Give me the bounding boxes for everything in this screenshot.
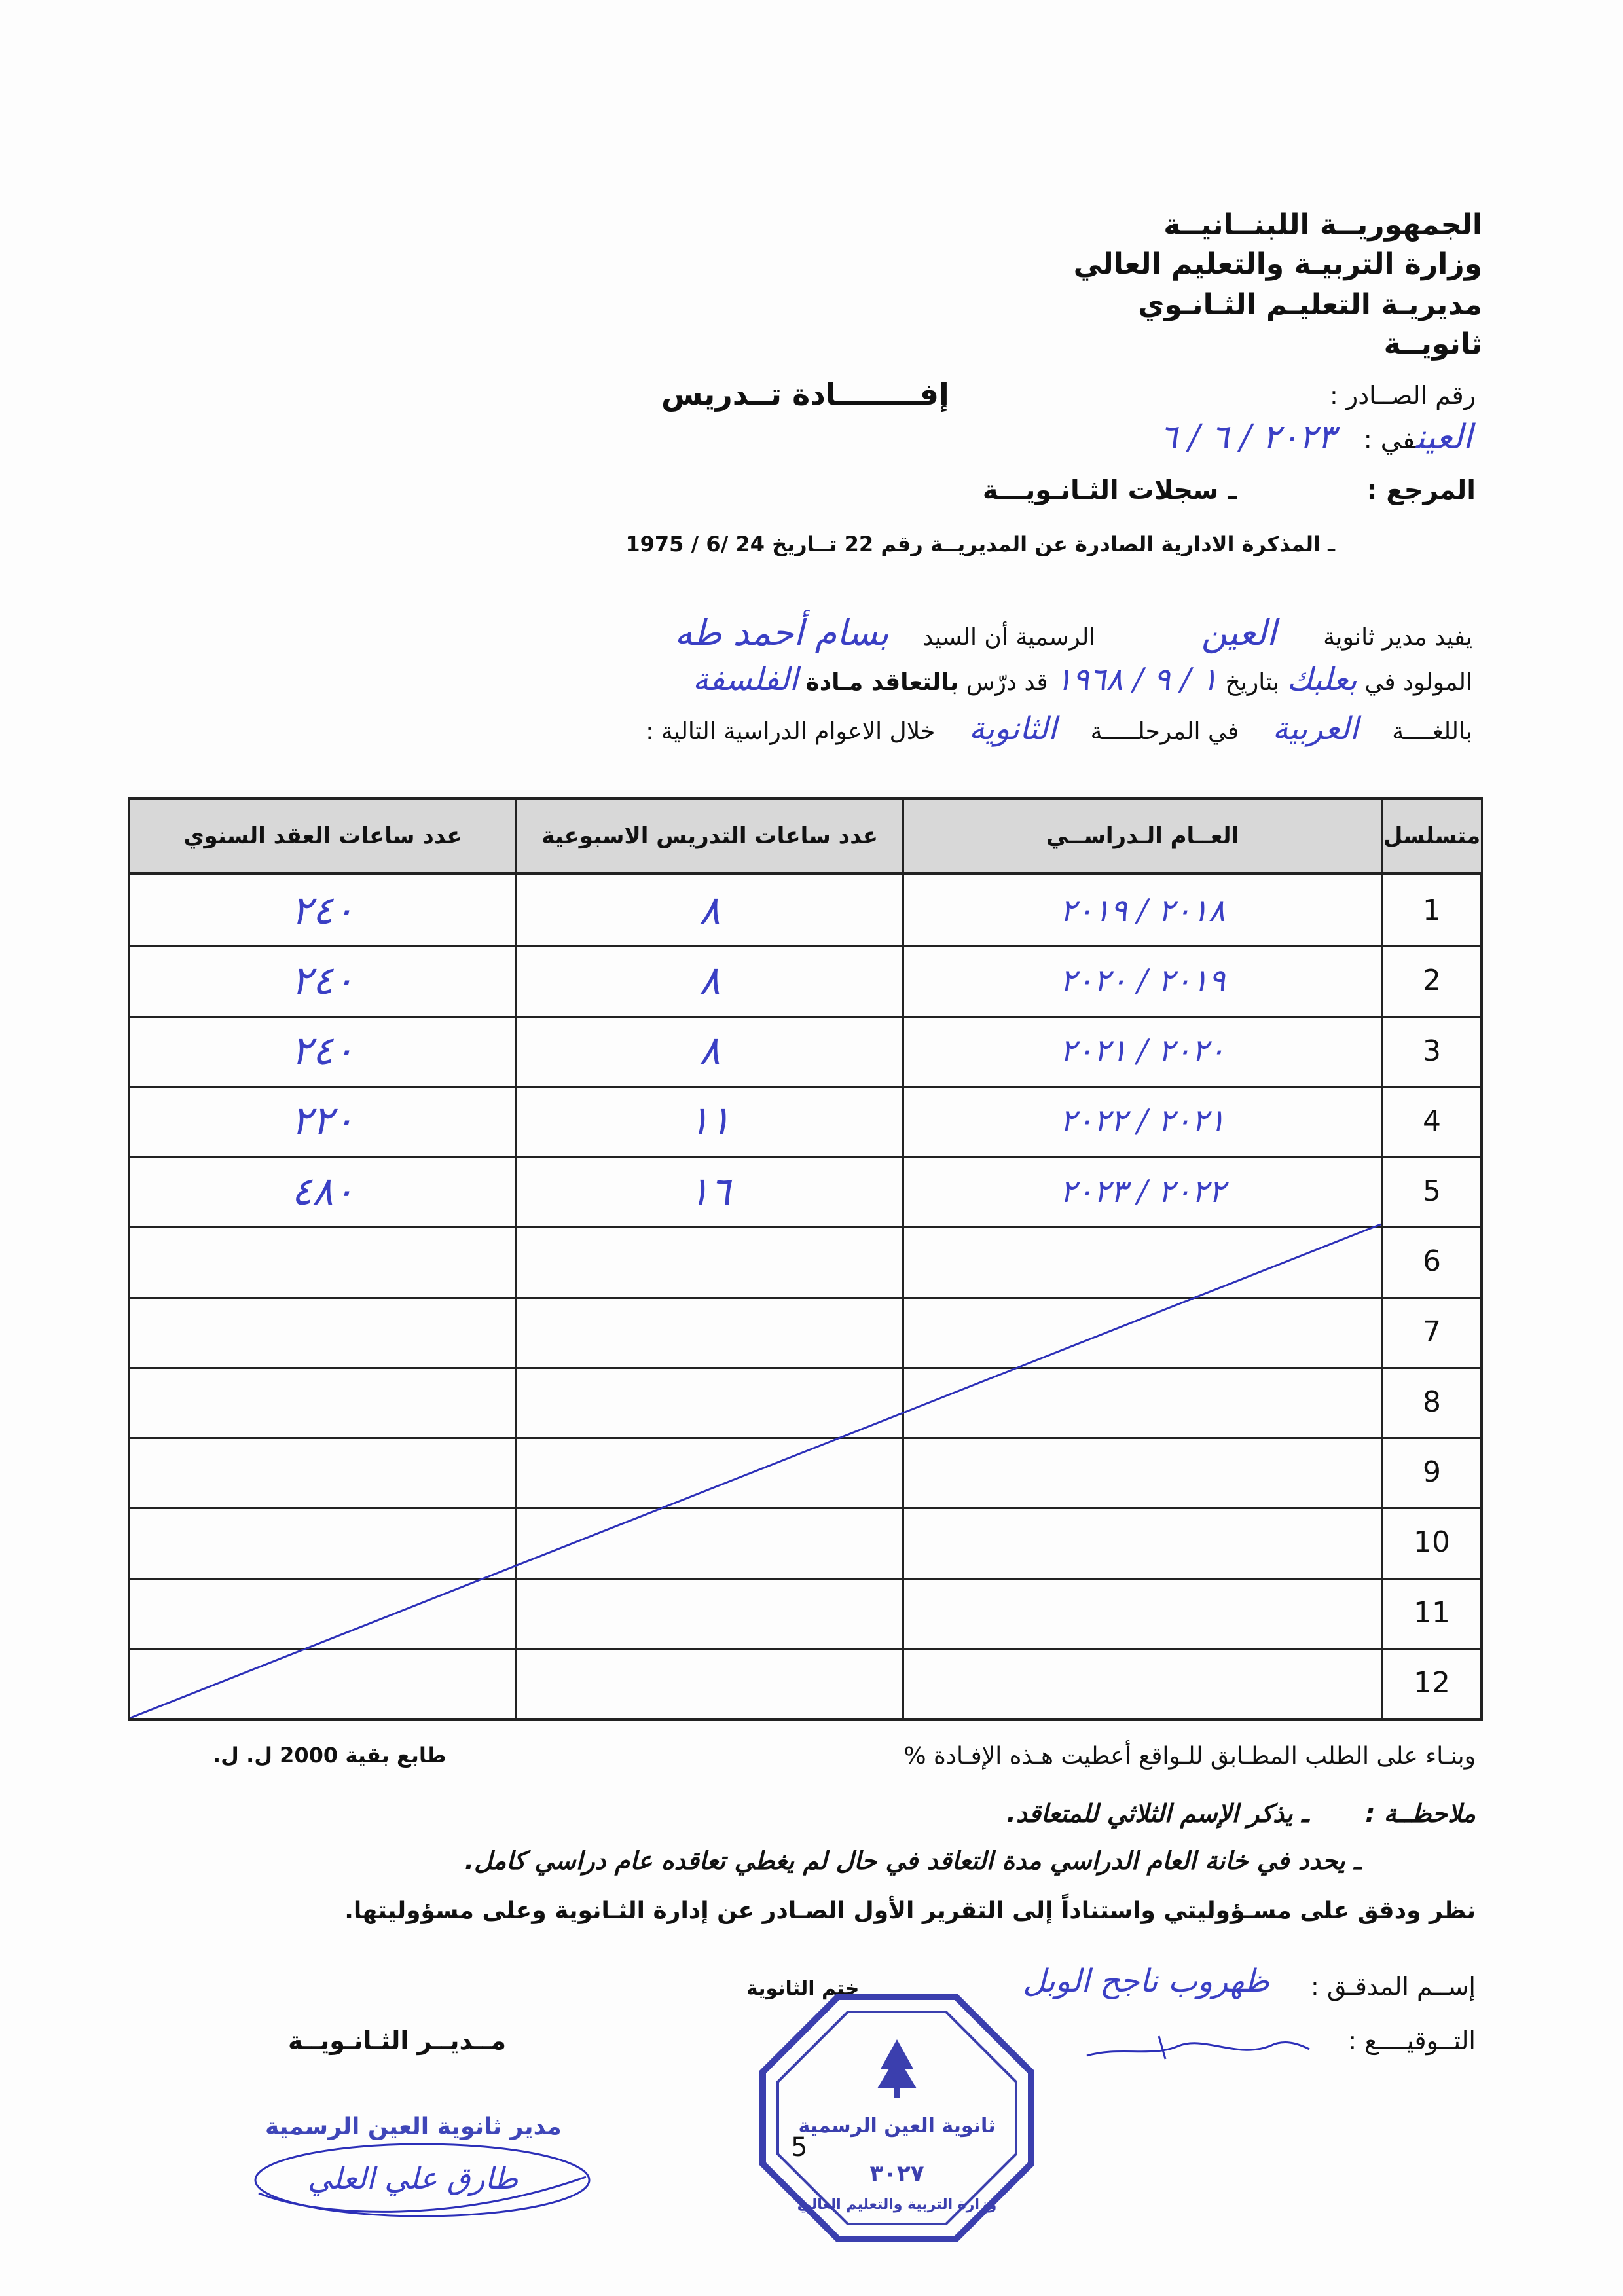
reference-item-2: ـ المذكرة الادارية الصادرة عن المديريــة رقم 22 تــاريخ 24 /6 / 1975 [625,532,1335,556]
academic-year-cell: ٢٠٢٢ / ٢٠٢٣ [1059,1173,1226,1210]
body-line3-b: في المرحلـــــة [1090,718,1239,745]
date-handwritten: ٢٠٢٣ / ٦ / ٦ [1159,418,1336,457]
birth-place-handwritten: بعلبك [1286,661,1357,698]
in-label: في : [1363,425,1416,455]
serial-cell: 2 [1423,964,1441,998]
teaching-years-table [128,797,1483,1721]
weekly-hours-cell: ١١ [688,1098,731,1144]
header-academic-year: العــام الـدراســي [904,800,1381,872]
serial-cell: 1 [1423,894,1441,928]
school-name-handwritten: العين [1201,612,1277,653]
reference-label: المرجع : [1366,475,1476,505]
serial-cell: 3 [1423,1034,1441,1068]
header-annual-hours: عدد ساعات العقد السنوي [130,800,515,872]
header-serial: متسلسل [1383,800,1481,872]
academic-year-cell: ٢٠١٨ / ٢٠١٩ [1059,892,1226,929]
auditor-signature [1080,2020,1316,2072]
annual-hours-cell: ٤٨٠ [291,1168,355,1214]
body-line3-a: باللغــــة [1392,718,1472,745]
place-date-line [1159,418,1472,457]
birth-date-handwritten: ١ / ٩ / ١٩٦٨ [1055,661,1218,698]
weekly-hours-cell: ١٦ [688,1168,731,1214]
weekly-hours-cell: ٨ [699,887,721,934]
signature-label: التــوقيــــع : [1348,2026,1476,2055]
contract-subject-label: بالتعاقد مـادة [805,669,959,696]
academic-year-cell: ٢٠٢١ / ٢٠٢٢ [1059,1102,1226,1140]
header-weekly-hours: عدد ساعات التدريس الاسبوعية [517,800,902,872]
principal-signature-flourish [246,2131,612,2236]
ministry-heading: وزارة التربيـة والتعليم العالي [1073,247,1482,281]
principal-signature: طارق علي العلي [308,2160,519,2196]
subject-handwritten: الفلسفة [693,661,798,698]
serial-cell: 6 [1423,1245,1441,1279]
body-line2-a: المولود في [1364,669,1472,696]
serial-cell: 5 [1423,1175,1441,1209]
verification-line: نظر ودقق على مسـؤوليتي واستناداً إلى التقرير الأول الصـادر عن إدارة الثـانوية وعلى مسؤوليتها. [344,1897,1476,1924]
body-line-1 [674,612,1472,653]
serial-cell: 10 [1413,1525,1450,1559]
annual-hours-cell: ٢٢٠ [291,1098,355,1144]
annual-hours-cell: ٢٤٠ [291,1028,355,1074]
page-number: 5 [791,2132,808,2162]
teacher-name-handwritten: بسام أحمد طه [674,612,889,653]
principal-label: مــديــر الثـانـويــة [288,2026,507,2055]
academic-year-cell: ٢٠١٩ / ٢٠٢٠ [1059,962,1226,999]
body-line-3 [646,710,1472,747]
serial-cell: 12 [1413,1666,1450,1700]
weekly-hours-cell: ٨ [699,957,721,1004]
school-seal [759,1994,1034,2242]
school-type-heading: ثانويــة [1383,327,1482,361]
seal-number: ٣٠٢٧ [869,2160,924,2187]
body-line3-c: خلال الاعوام الدراسية التالية : [646,718,936,745]
issue-number-label: رقم الصــادر : [1330,381,1476,410]
serial-cell: 11 [1413,1595,1450,1630]
seal-text-bottom: وزارة التربية والتعليم العالي [797,2196,997,2213]
seal-text-top: ثانوية العين الرسمية [798,2115,996,2138]
serial-cell: 9 [1423,1455,1441,1489]
document-title: إفــــــــادة تــدريس [661,376,949,412]
note-label: ملاحظــة : [1365,1799,1476,1828]
academic-year-cell: ٢٠٢٠ / ٢٠٢١ [1059,1032,1226,1070]
republic-heading: الجمهوريــة اللبنــانيــة [1163,208,1482,242]
note-1: ـ يذكر الإسم الثلاثي للمتعاقد. [1006,1799,1309,1828]
body-line2-b: بتاريخ [1225,669,1280,696]
note-2: ـ يحدد في خانة العام الدراسي مدة التعاقد في حال لم يغطي تعاقده عام دراسي كامل. [464,1846,1361,1875]
strike-through-line [130,800,1480,1718]
language-handwritten: العربية [1272,710,1359,747]
auditor-name-handwritten: ظهروب ناجح الوبل [1023,1963,1269,1999]
body-line-2 [693,661,1472,698]
body-line1-b: الرسمية أن السيد [922,624,1096,651]
auditor-label: إســم المدقـق : [1311,1972,1476,2001]
directorate-heading: مديريـة التعليـم الثـانـوي [1138,288,1482,321]
weekly-hours-cell: ٨ [699,1028,721,1074]
body-line2-c: قد درّس [966,669,1048,696]
stamp-fee: طابع بقية 2000 ل. ل. [213,1743,447,1768]
annual-hours-cell: ٢٤٠ [291,957,355,1004]
based-on-line: وبنـاء على الطلب المطـابق للـواقع أعطيت هـذه الإفـادة % [903,1743,1476,1770]
stage-handwritten: الثانوية [968,710,1057,747]
serial-cell: 4 [1423,1104,1441,1138]
serial-cell: 8 [1423,1385,1441,1419]
place-handwritten: العين [1415,418,1472,457]
reference-item-1: ـ سجلات الثـانـويـــة [982,475,1237,505]
annual-hours-cell: ٢٤٠ [291,887,355,934]
principal-title-stamp: مدير ثانوية العين الرسمية [265,2113,562,2140]
school-seal-label: ختم الثانوية [746,1977,860,2000]
body-line1-a: يفيد مدير ثانوية [1323,624,1472,651]
serial-cell: 7 [1423,1315,1441,1349]
